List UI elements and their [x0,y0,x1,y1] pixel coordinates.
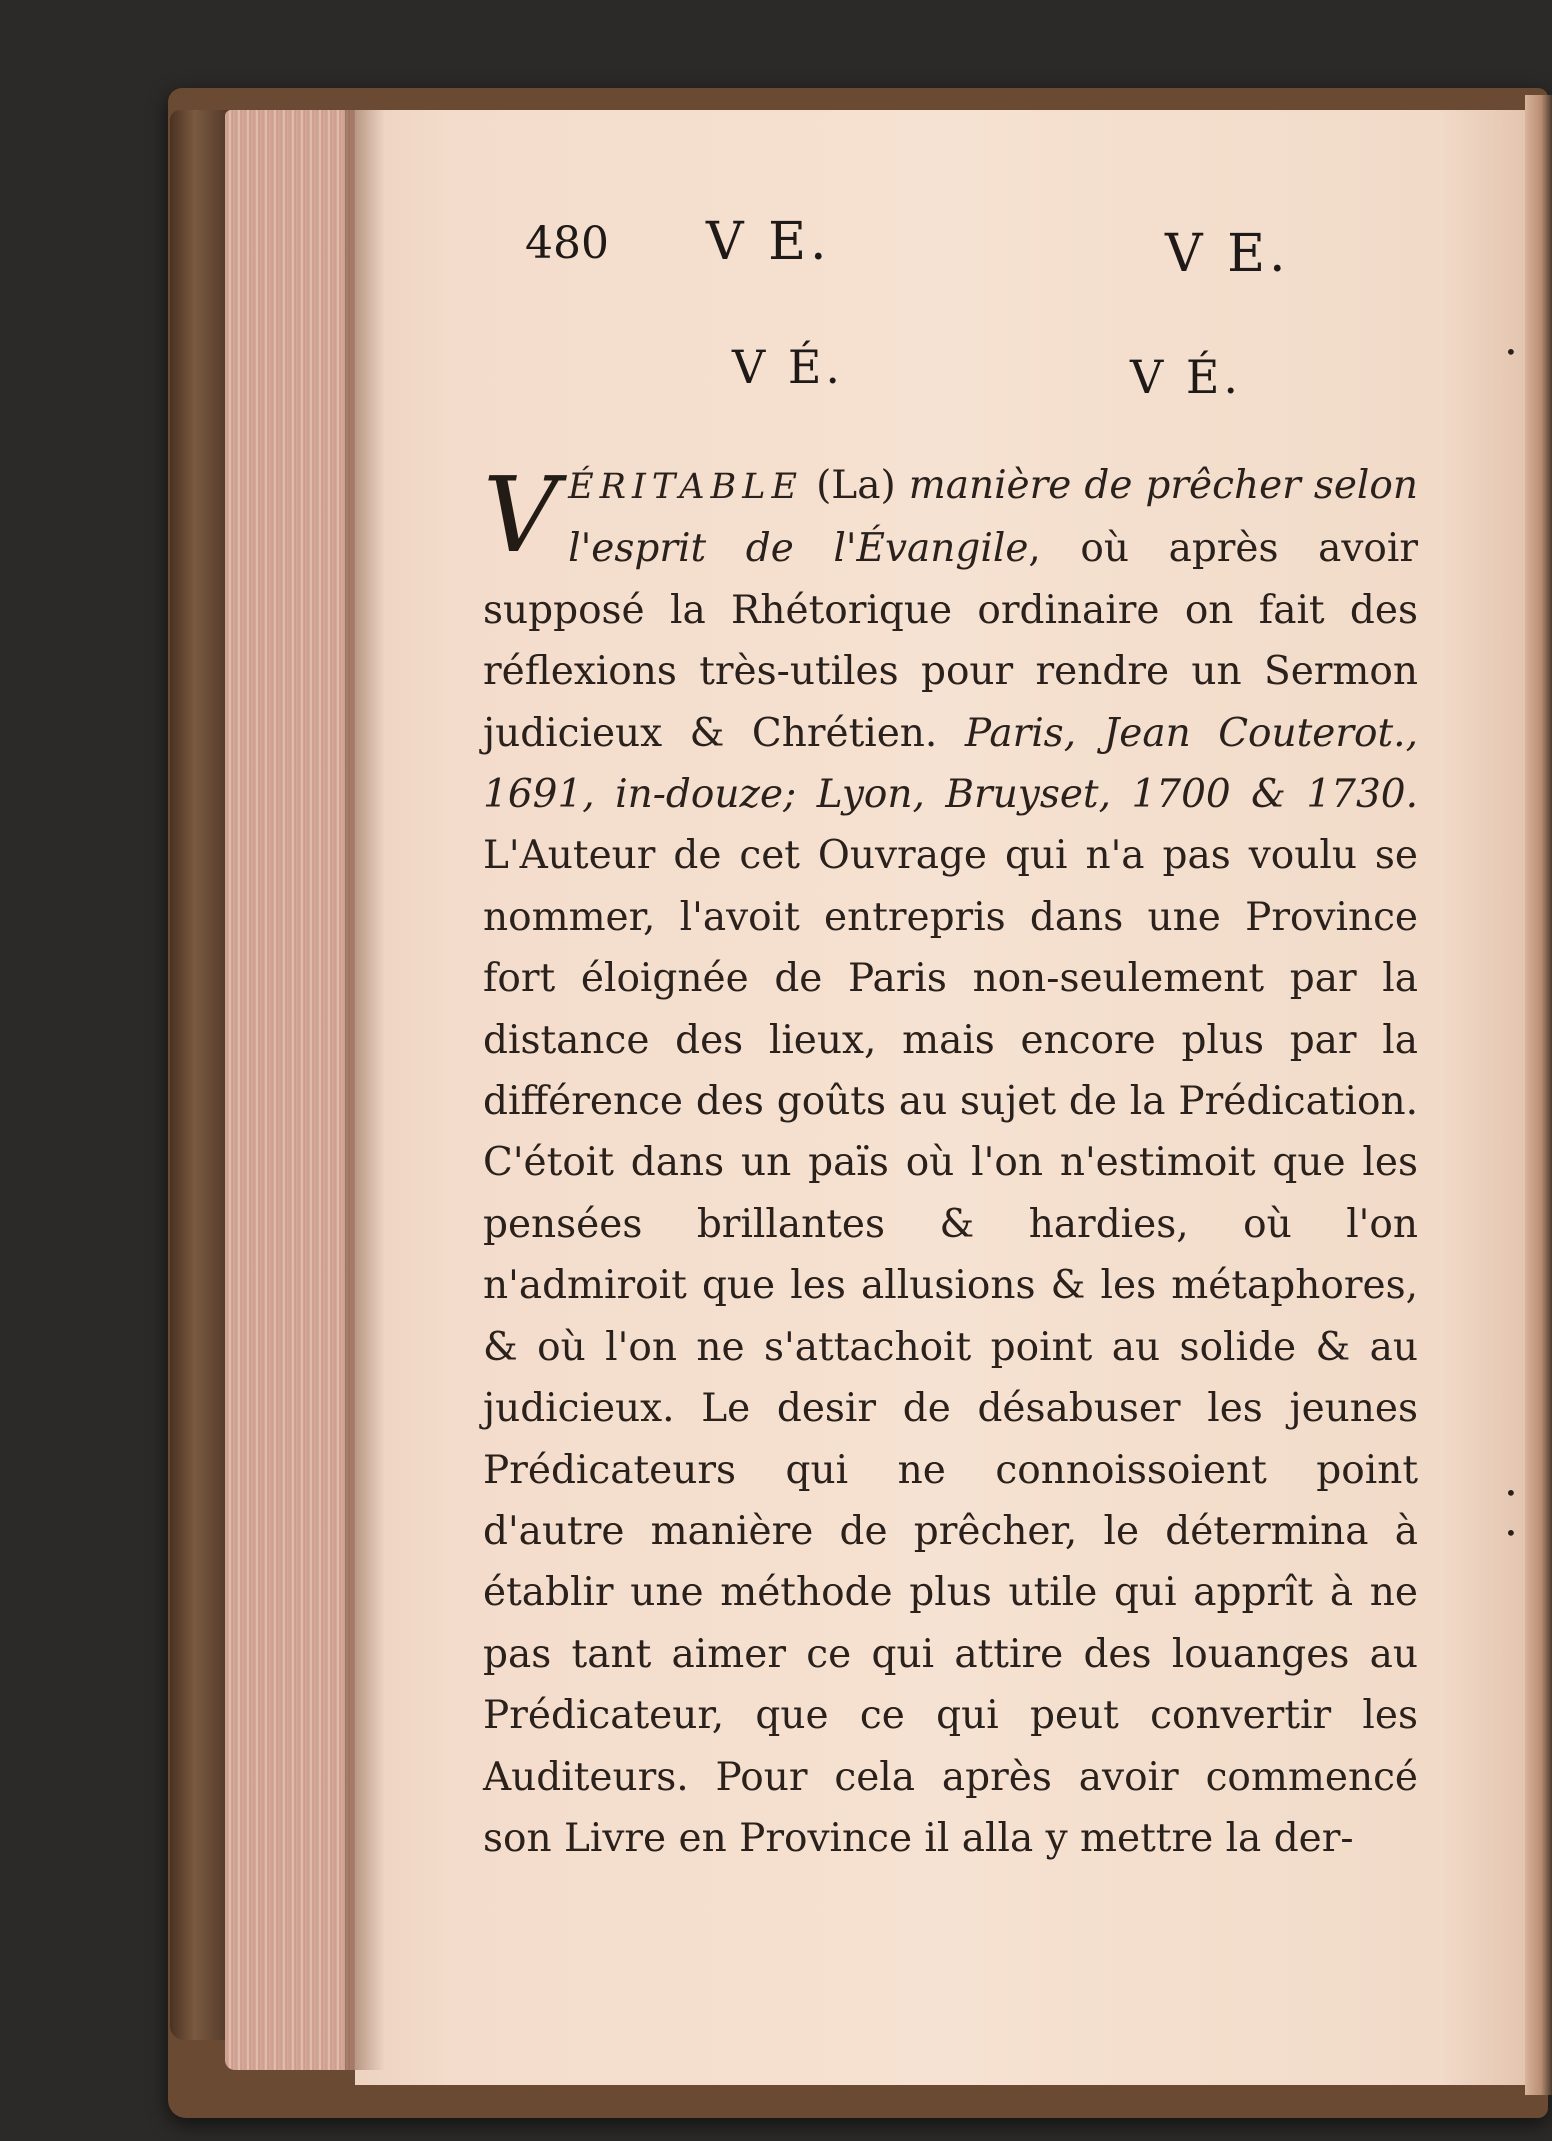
running-head-right: V E. [1165,224,1290,284]
gutter-shadow [345,110,385,2070]
entry-title-paren: (La) [816,463,896,508]
subhead-left: V É. [732,340,845,394]
subhead-right: V É. [1130,350,1243,404]
publication-2: Lyon, Bruyset, 1700 & 1730. [816,772,1418,818]
running-head-left: V E. [706,212,831,272]
entry-title-caps: ÉRITABLE [568,467,804,507]
margin-dot: • [1505,1521,1517,1545]
page-number: 480 [525,218,609,269]
drop-cap: V [483,454,559,576]
right-page-edge [1525,95,1552,2095]
entry-title: manière de prêcher selon l'esprit de l'Évangile [568,463,1418,572]
margin-dot: • [1505,1481,1517,1505]
entry-description: , où après avoir supposé la Rhétorique ordinaire on fait des réflexions très-utiles pour rendre un Sermon judicieux & Chrétien. [483,526,1418,756]
publication-1: Paris, Jean Couterot., 1691, in-douze; [483,710,1418,818]
margin-dot: • [1505,340,1517,364]
entry-text [483,455,1418,1869]
page-edges [225,110,365,2070]
entry-commentary: L'Auteur de cet Ouvrage qui n'a pas voulu se nommer, l'avoit entrepris dans une Province fort éloignée de Paris non-seulement par la distance des lieux, mais encore plus par la différence des goûts au sujet de la Prédication. C'étoit dans un païs où l'on n'estimoit que les pensées brillantes & hardies, où l'on n'admiroit que les allusions & les métaphores, & où l'on ne s'attachoit point au solide & au judicieux. Le desir de désabuser les jeunes Prédicateurs qui ne connoissoient point d'autre manière de prêcher, le détermina à établir une méthode plus utile qui apprît à ne pas tant aimer ce qui attire des louanges au Prédicateur, que ce qui peut convertir les Auditeurs. Pour cela après avoir commencé son Livre en Province il alla y mettre la der- [483,833,1418,1861]
entry-paragraph [483,455,1418,1869]
